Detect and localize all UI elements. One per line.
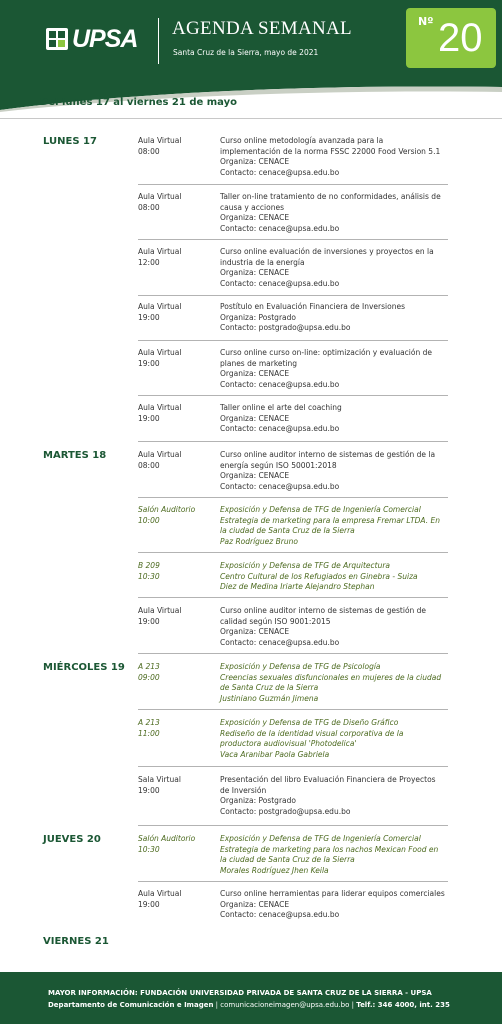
event-room: A 213 bbox=[138, 718, 160, 727]
footer-department: Departamento de Comunicación e Imagen bbox=[48, 1001, 214, 1009]
page-title: AGENDA SEMANAL bbox=[172, 18, 352, 39]
day-label-lunes: LUNES 17 bbox=[43, 136, 97, 147]
event-title: Estrategia de marketing para la empresa Fremar LTDA. En bbox=[220, 515, 440, 525]
event-item bbox=[138, 606, 448, 654]
event-contact: Contacto: cenace@upsa.edu.bo bbox=[220, 637, 340, 647]
event-time: 08:00 bbox=[138, 460, 160, 470]
event-author: Vaca Aranibar Paola Gabriela bbox=[220, 749, 330, 759]
header-divider bbox=[158, 18, 159, 64]
event-title: Curso online evaluación de inversiones y proyectos en la bbox=[220, 247, 434, 256]
event-organizer: Organiza: CENACE bbox=[220, 899, 290, 909]
event-room: Aula Virtual bbox=[138, 606, 182, 615]
event-title: Exposición y Defensa de TFG de Diseño Gráfico bbox=[220, 718, 399, 727]
event-title: Exposición y Defensa de TFG de Arquitectura bbox=[220, 561, 391, 570]
day-label-martes: MARTES 18 bbox=[43, 450, 107, 461]
event-contact: Contacto: cenace@upsa.edu.bo bbox=[220, 481, 340, 491]
footer-separator: | bbox=[213, 1001, 221, 1009]
event-title: calidad según ISO 9001:2015 bbox=[220, 616, 331, 626]
event-item bbox=[138, 775, 448, 826]
week-range: Del lunes 17 al viernes 21 de mayo bbox=[40, 97, 237, 108]
event-title: Curso online metodología avanzada para la bbox=[220, 136, 384, 145]
event-organizer: Organiza: Postgrado bbox=[220, 312, 296, 322]
event-title: Postítulo en Evaluación Financiera de Inversiones bbox=[220, 302, 405, 311]
event-organizer: Organiza: CENACE bbox=[220, 213, 290, 222]
event-item bbox=[138, 192, 448, 240]
event-organizer: Organiza: CENACE bbox=[220, 413, 290, 423]
footer-email: comunicacioneimagen@upsa.edu.bo bbox=[220, 1001, 350, 1009]
event-title: la ciudad de Santa Cruz de la Sierra bbox=[220, 855, 355, 864]
event-item bbox=[138, 662, 448, 710]
event-organizer: Organiza: CENACE bbox=[220, 369, 290, 378]
event-item bbox=[138, 718, 448, 767]
header bbox=[0, 0, 502, 82]
event-time: 08:00 bbox=[138, 146, 160, 156]
event-organizer: Organiza: Postgrado bbox=[220, 796, 296, 805]
event-time: 19:00 bbox=[138, 785, 160, 795]
event-title: Rediseño de la identidad visual corporativa de la bbox=[220, 728, 404, 738]
footer-phone: Telf.: 346 4000, int. 235 bbox=[356, 1001, 450, 1009]
event-room: Salón Auditorio bbox=[138, 834, 196, 843]
event-item bbox=[138, 136, 448, 185]
event-room: Aula Virtual bbox=[138, 403, 182, 412]
event-item bbox=[138, 348, 448, 396]
issue-number-value: 20 bbox=[438, 16, 483, 60]
event-title: implementación de la norma FSSC 22000 Food Version 5.1 bbox=[220, 146, 441, 156]
event-time: 19:00 bbox=[138, 358, 160, 368]
event-contact: Contacto: cenace@upsa.edu.bo bbox=[220, 278, 340, 288]
event-item bbox=[138, 247, 448, 296]
logo-text: UPSA bbox=[72, 24, 138, 53]
event-item bbox=[138, 505, 448, 553]
event-organizer: Organiza: CENACE bbox=[220, 268, 290, 277]
event-author: Justiniano Guzmán Jimena bbox=[220, 693, 319, 703]
event-organizer: Organiza: CENACE bbox=[220, 157, 290, 166]
event-title: Exposición y Defensa de TFG de Psicología bbox=[220, 662, 381, 671]
event-time: 10:00 bbox=[138, 515, 160, 525]
event-time: 09:00 bbox=[138, 672, 160, 682]
event-contact: Contacto: postgrado@upsa.edu.bo bbox=[220, 806, 351, 816]
event-contact: Contacto: cenace@upsa.edu.bo bbox=[220, 223, 340, 233]
event-room: A 213 bbox=[138, 662, 160, 671]
event-contact: Contacto: cenace@upsa.edu.bo bbox=[220, 424, 340, 433]
event-item bbox=[138, 561, 448, 598]
event-time: 19:00 bbox=[138, 616, 160, 626]
event-title: Taller on-line tratamiento de no conformidades, análisis de bbox=[220, 192, 441, 201]
event-item bbox=[138, 403, 448, 442]
event-room: Aula Virtual bbox=[138, 247, 182, 256]
upsa-emblem-icon bbox=[46, 28, 68, 50]
page-subtitle: Santa Cruz de la Sierra, mayo de 2021 bbox=[173, 48, 319, 57]
footer-contact-line bbox=[48, 1001, 450, 1009]
event-time: 19:00 bbox=[138, 899, 160, 909]
event-title: Exposición y Defensa de TFG de Ingeniería Comercial bbox=[220, 505, 421, 514]
event-time: 11:00 bbox=[138, 728, 160, 738]
event-time: 12:00 bbox=[138, 257, 160, 267]
event-room: Aula Virtual bbox=[138, 192, 182, 201]
event-time: 08:00 bbox=[138, 202, 160, 212]
event-author: Diez de Medina Iriarte Alejandro Stephan bbox=[220, 582, 375, 591]
event-item bbox=[138, 889, 448, 925]
event-author: Paz Rodríguez Bruno bbox=[220, 536, 298, 546]
event-item bbox=[138, 834, 448, 882]
event-contact: Contacto: cenace@upsa.edu.bo bbox=[220, 910, 340, 919]
event-title: Curso online auditor interno de sistemas de gestión de bbox=[220, 606, 427, 615]
event-title: Estrategia de marketing para los nachos Mexican Food en bbox=[220, 844, 439, 854]
event-title: Presentación del libro Evaluación Financiera de Proyectos bbox=[220, 775, 436, 784]
issue-number-label: Nº bbox=[418, 15, 434, 28]
event-room: B 209 bbox=[138, 561, 160, 570]
event-contact: Contacto: cenace@upsa.edu.bo bbox=[220, 379, 340, 389]
event-time: 19:00 bbox=[138, 413, 160, 423]
event-title: productora audiovisual 'Photodelica' bbox=[220, 739, 357, 748]
day-label-jueves: JUEVES 20 bbox=[43, 834, 101, 845]
event-title: planes de marketing bbox=[220, 358, 298, 368]
event-organizer: Organiza: CENACE bbox=[220, 471, 290, 480]
event-room: Aula Virtual bbox=[138, 136, 182, 145]
event-title: energía según ISO 50001:2018 bbox=[220, 460, 337, 470]
event-title: causa y acciones bbox=[220, 202, 284, 212]
footer-info-line: MAYOR INFORMACIÓN: FUNDACIÓN UNIVERSIDAD PRIVADA DE SANTA CRUZ DE LA SIERRA - UPSA bbox=[48, 989, 432, 997]
issue-number-badge bbox=[406, 8, 496, 68]
day-label-viernes: VIERNES 21 bbox=[43, 936, 109, 947]
footer-separator: | bbox=[349, 1001, 357, 1009]
event-item bbox=[138, 302, 448, 341]
event-title: Centro Cultural de los Refugiados en Ginebra - Suiza bbox=[220, 571, 418, 581]
event-time: 10:30 bbox=[138, 844, 160, 854]
footer bbox=[0, 972, 502, 1024]
event-time: 10:30 bbox=[138, 571, 160, 581]
event-room: Aula Virtual bbox=[138, 889, 182, 898]
event-contact: Contacto: postgrado@upsa.edu.bo bbox=[220, 323, 351, 332]
event-room: Aula Virtual bbox=[138, 302, 182, 311]
event-title: Curso online auditor interno de sistemas de gestión de la bbox=[220, 450, 436, 459]
event-time: 19:00 bbox=[138, 312, 160, 322]
event-title: Curso online curso on-line: optimización y evaluación de bbox=[220, 348, 432, 357]
event-organizer: Organiza: CENACE bbox=[220, 627, 290, 636]
upsa-logo bbox=[46, 24, 137, 54]
event-title: Curso online herramientas para liderar equipos comerciales bbox=[220, 889, 445, 898]
event-title: de Inversión bbox=[220, 785, 267, 795]
event-contact: Contacto: cenace@upsa.edu.bo bbox=[220, 167, 340, 177]
event-room: Aula Virtual bbox=[138, 348, 182, 357]
event-room: Sala Virtual bbox=[138, 775, 181, 784]
event-title: la ciudad de Santa Cruz de la Sierra bbox=[220, 526, 355, 535]
day-label-miercoles: MIÉRCOLES 19 bbox=[43, 662, 125, 673]
event-item bbox=[138, 450, 448, 498]
event-room: Salón Auditorio bbox=[138, 505, 196, 514]
event-title: Taller online el arte del coaching bbox=[220, 403, 342, 412]
event-author: Morales Rodríguez Jhen Keila bbox=[220, 865, 329, 875]
content-top-divider bbox=[0, 118, 502, 119]
event-title: de Santa Cruz de la Sierra bbox=[220, 683, 319, 692]
event-title: industria de la energía bbox=[220, 257, 305, 267]
event-room: Aula Virtual bbox=[138, 450, 182, 459]
event-title: Exposición y Defensa de TFG de Ingeniería Comercial bbox=[220, 834, 421, 843]
event-title: Creencias sexuales disfuncionales en mujeres de la ciudad bbox=[220, 672, 442, 682]
